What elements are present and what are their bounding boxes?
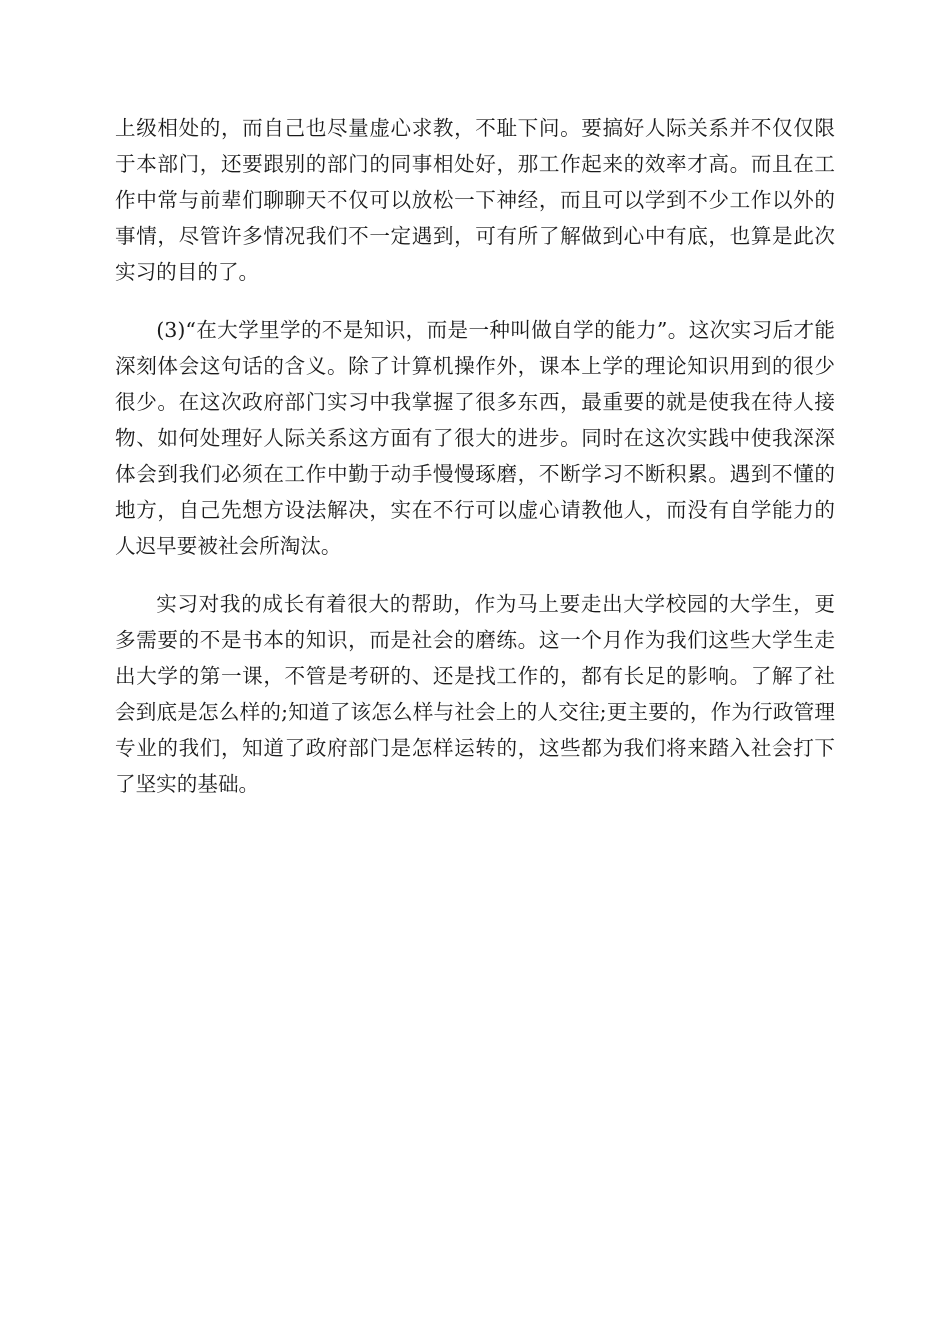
- document-body: [115, 110, 835, 824]
- paragraph-continuation: 上级相处的，而自己也尽量虚心求教，不耻下问。要搞好人际关系并不仅仅限于本部门，还要跟别的部门的同事相处好，那工作起来的效率才高。而且在工作中常与前辈们聊聊天不仅可以放松一下神经，而且可以学到不少工作以外的事情，尽管许多情况我们不一定遇到，可有所了解做到心中有底，也算是此次实习的目的了。: [115, 116, 835, 284]
- paragraph-conclusion: 实习对我的成长有着很大的帮助，作为马上要走出大学校园的大学生，更多需要的不是书本的知识，而是社会的磨练。这一个月作为我们这些大学生走出大学的第一课，不管是考研的、还是找工作的，都有长足的影响。了解了社会到底是怎么样的;知道了该怎么样与社会上的人交往;更主要的，作为行政管理专业的我们，知道了政府部门是怎样运转的，这些都为我们将来踏入社会打下了坚实的基础。: [115, 592, 835, 796]
- paragraph-self-learning: (3)“在大学里学的不是知识，而是一种叫做自学的能力”。这次实习后才能深刻体会这句话的含义。除了计算机操作外，课本上学的理论知识用到的很少很少。在这次政府部门实习中我掌握了很多东西，最重要的就是使我在待人接物、如何处理好人际关系这方面有了很大的进步。同时在这次实践中使我深深体会到我们必须在工作中勤于动手慢慢琢磨，不断学习不断积累。遇到不懂的地方，自己先想方设法解决，实在不行可以虚心请教他人，而没有自学能力的人迟早要被社会所淘汰。: [115, 318, 835, 558]
